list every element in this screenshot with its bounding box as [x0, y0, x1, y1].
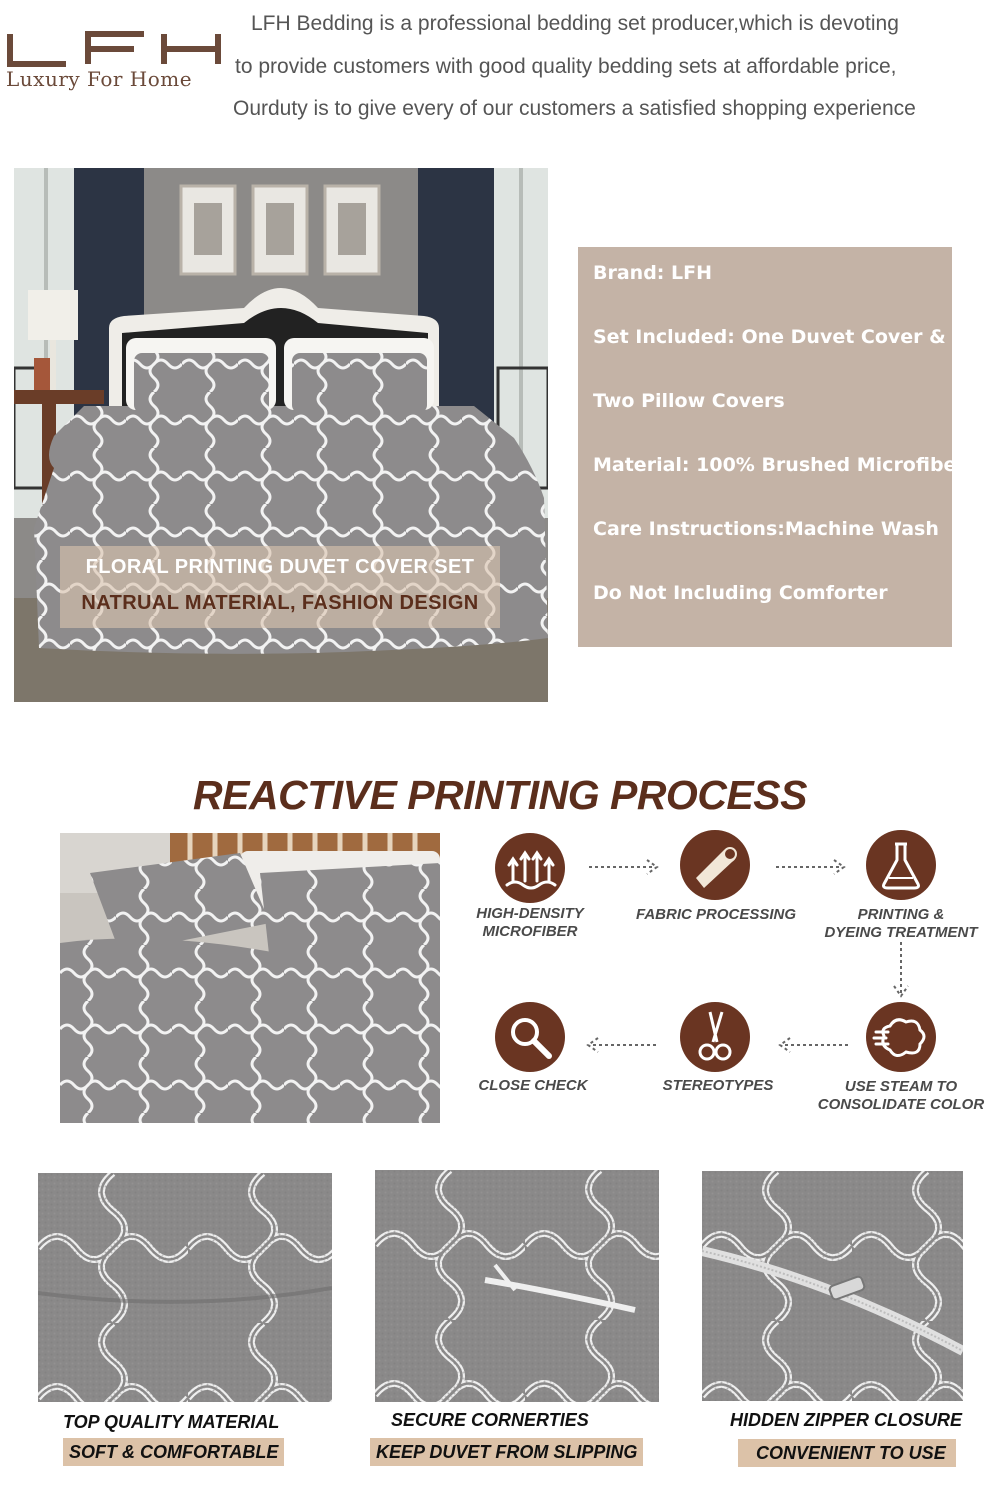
- hero-caption-line-2: NATRUAL MATERIAL, FASHION DESIGN: [81, 592, 479, 614]
- feature-title-material: TOP QUALITY MATERIAL: [63, 1412, 280, 1432]
- step-label-microfiber: HIGH-DENSITY MICROFIBER: [476, 905, 584, 940]
- intro-line-2: to provide customers with good quality bedding sets at affordable price,: [235, 55, 897, 78]
- hero-caption-line-1: FLORAL PRINTING DUVET COVER SET: [85, 556, 475, 578]
- scissors-icon: [680, 1002, 750, 1072]
- spec-comforter-note: Do Not Including Comforter: [593, 582, 888, 604]
- steam-icon: [866, 1002, 936, 1072]
- magnifier-icon: [495, 1002, 565, 1072]
- logo-tagline: Luxury For Home: [6, 67, 193, 91]
- feature-photo-material: [38, 1173, 332, 1402]
- flask-icon: [866, 830, 936, 900]
- arrow-right-1: [585, 852, 665, 882]
- feature-title-corner-ties: SECURE CORNERTIES: [391, 1410, 589, 1430]
- step-printing-badge: [866, 830, 936, 900]
- spec-brand: Brand: LFH: [593, 262, 713, 284]
- spec-care: Care Instructions:Machine Wash: [593, 518, 939, 540]
- step-label-printing: PRINTING & DYEING TREATMENT: [824, 906, 978, 941]
- feature-subtitle-zipper: CONVENIENT TO USE: [738, 1439, 956, 1467]
- arrow-down: [886, 940, 916, 1000]
- arrow-left-1: [772, 1030, 852, 1060]
- intro-line-3: Ourduty is to give every of our customers a satisfied shopping experience: [233, 97, 916, 120]
- feature-title-zipper: HIDDEN ZIPPER CLOSURE: [730, 1410, 963, 1430]
- spec-set-included: Set Included: One Duvet Cover &: [593, 326, 946, 348]
- step-label-close-check: CLOSE CHECK: [478, 1077, 588, 1094]
- spec-set-included-cont: Two Pillow Covers: [593, 390, 785, 412]
- step-label-fabric: FABRIC PROCESSING: [635, 906, 797, 923]
- product-spec-box: [578, 247, 966, 647]
- step-close-check-badge: [495, 1002, 565, 1072]
- bedding-closeup-photo: [60, 833, 440, 1123]
- fiber-icon: [495, 833, 565, 903]
- arrow-left-2: [580, 1030, 660, 1060]
- spec-material: Material: 100% Brushed Microfiber: [593, 454, 966, 476]
- feature-photo-zipper: [702, 1171, 963, 1401]
- process-title: REACTIVE PRINTING PROCESS: [193, 772, 807, 818]
- step-label-steam: USE STEAM TO CONSOLIDATE COLOR: [817, 1078, 985, 1113]
- step-label-stereotypes: STEREOTYPES: [662, 1077, 774, 1094]
- feature-photo-corner-ties: [375, 1170, 659, 1402]
- intro-line-1: LFH Bedding is a professional bedding set producer,which is devoting: [251, 12, 899, 35]
- fabric-roll-icon: [680, 830, 750, 900]
- feature-subtitle-material: SOFT & COMFORTABLE: [63, 1438, 284, 1466]
- feature-subtitle-corner-ties: KEEP DUVET FROM SLIPPING: [370, 1438, 643, 1466]
- step-steam-badge: [866, 1002, 936, 1072]
- hero-caption-banner: [60, 546, 500, 628]
- arrow-right-2: [772, 852, 852, 882]
- logo-lfh-mark: [6, 30, 222, 70]
- step-microfiber-badge: [495, 833, 565, 903]
- step-stereotypes-badge: [680, 1002, 750, 1072]
- brand-logo: [6, 30, 222, 70]
- step-fabric-badge: [680, 830, 750, 900]
